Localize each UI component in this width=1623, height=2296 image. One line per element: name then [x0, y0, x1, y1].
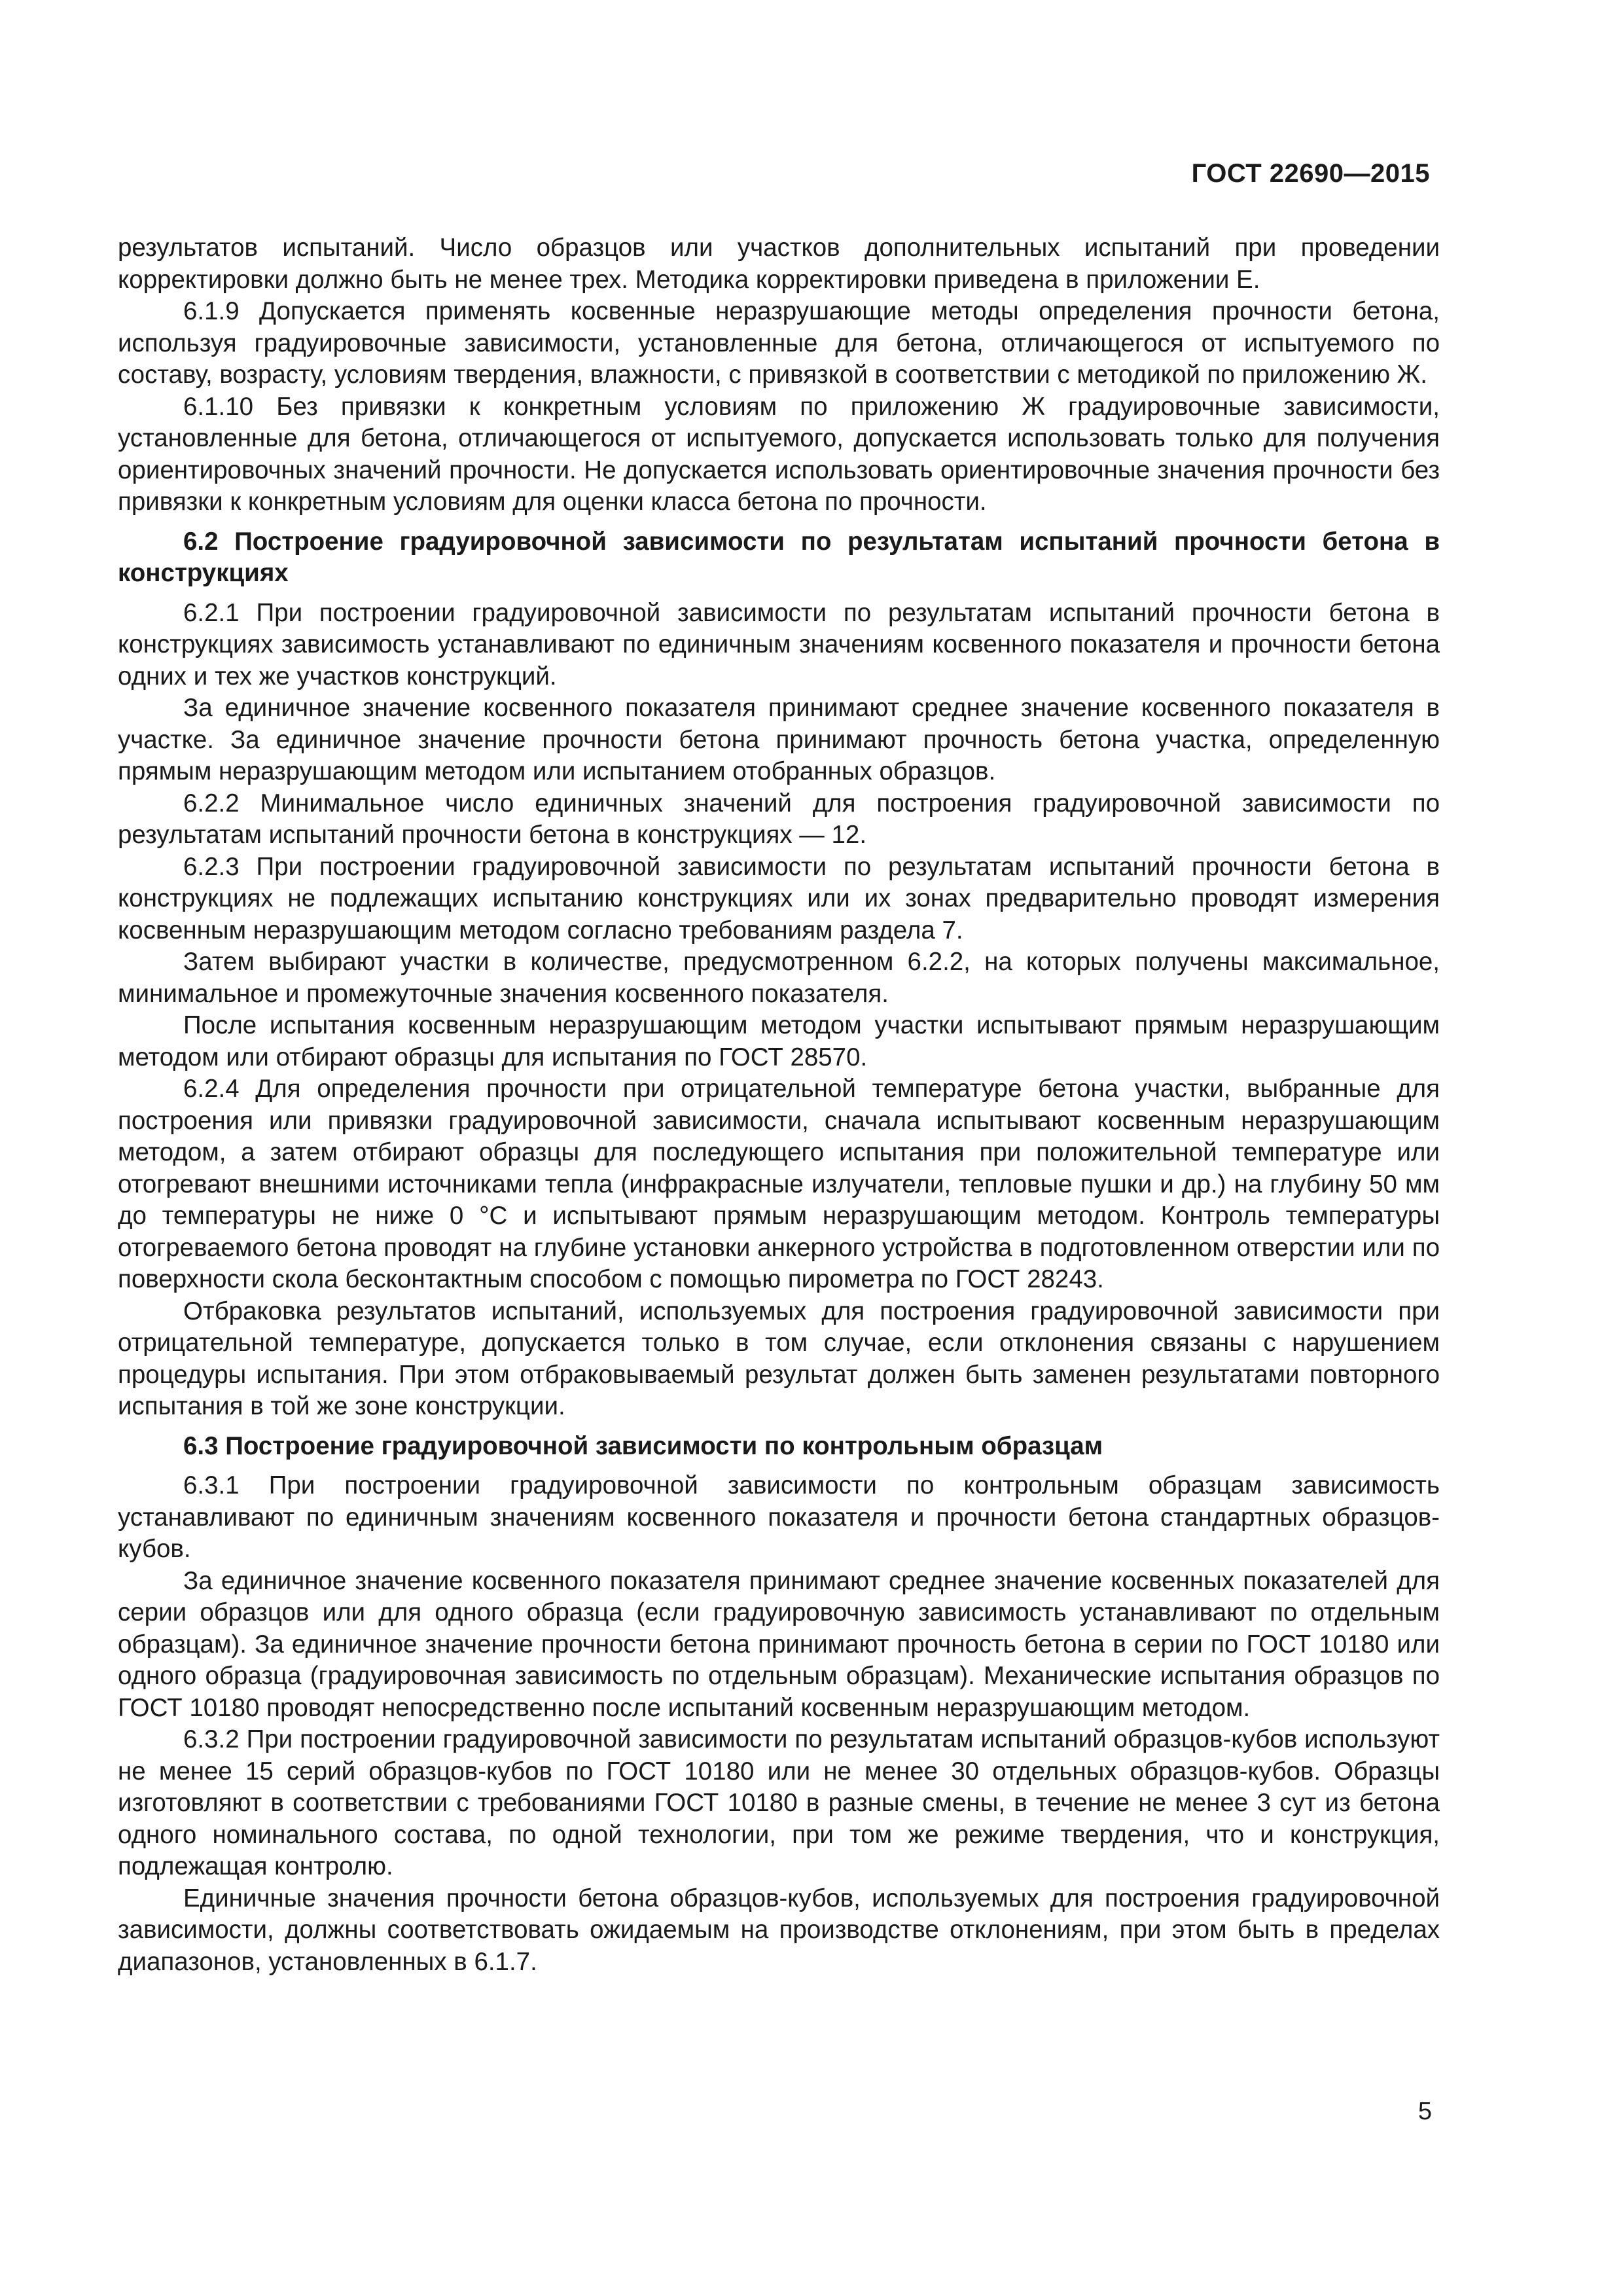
paragraph-6-2-2: 6.2.2 Минимальное число единичных значений для построения градуировочной зависимости по результатам испытаний прочности бетона в конструкциях — 12.: [118, 789, 1440, 849]
document-body: [118, 232, 1440, 1978]
paragraph-continuation: результатов испытаний. Число образцов или участков дополнительных испытаний при проведении корректировки должно быть не менее трех. Методика корректировки приведена в приложении Е.: [118, 234, 1440, 294]
paragraph-6-3-1: 6.3.1 При построении градуировочной зависимости по контрольным образцам зависимость устанавливают по единичным значениям косвенного показателя и прочности бетона стандартных образцов-кубов.: [118, 1471, 1440, 1563]
paragraph-6-3-2-b: Единичные значения прочности бетона образцов-кубов, используемых для построения градуировочной зависимости, должны соответствовать ожидаемым на производстве отклонениям, при этом быть в пределах диапазонов, установленных в 6.1.7.: [118, 1884, 1440, 1976]
section-heading-6-2: 6.2 Построение градуировочной зависимости по результатам испытаний прочности бетона в конструкциях: [118, 527, 1440, 587]
section-heading-6-3: 6.3 Построение градуировочной зависимости по контрольным образцам: [183, 1431, 1103, 1460]
paragraph-6-2-4-b: Отбраковка результатов испытаний, используемых для построения градуировочной зависимости при отрицательной температуре, допускается только в том случае, если отклонения связаны с нарушением процедуры испытания. При этом отбраковываемый результат должен быть заменен результатами повторного испытания в той же зоне конструкции.: [118, 1297, 1440, 1420]
paragraph-6-2-3: 6.2.3 При построении градуировочной зависимости по результатам испытаний прочности бетона в конструкциях не подлежащих испытанию конструкциях или их зонах предварительно проводят измерения косвенным неразрушающим методом согласно требованиям раздела 7.: [118, 852, 1440, 944]
paragraph-6-2-3-b: Затем выбирают участки в количестве, предусмотренном 6.2.2, на которых получены максимальное, минимальное и промежуточные значения косвенного показателя.: [118, 948, 1440, 1008]
paragraph-6-2-1-b: За единичное значение косвенного показателя принимают среднее значение косвенного показателя в участке. За единичное значение прочности бетона принимают прочность бетона участка, определенную прямым неразрушающим методом или испытанием отобранных образцов.: [118, 694, 1440, 785]
paragraph-6-2-1: 6.2.1 При построении градуировочной зависимости по результатам испытаний прочности бетона в конструкциях зависимость устанавливают по единичным значениям косвенного показателя и прочности бетона одних и тех же участков конструкций.: [118, 598, 1440, 691]
paragraph-6-3-1-b: За единичное значение косвенного показателя принимают среднее значение косвенных показателей для серии образцов или для одного образца (если градуировочную зависимость устанавливают по отдельным образцам). За единичное значение прочности бетона принимают прочность бетона в серии по ГОСТ 10180 или одного образца (градуировочная зависимость по отдельным образцам). Механические испытания образцов по ГОСТ 10180 проводят непосредственно после испытаний косвенным неразрушающим методом.: [118, 1566, 1440, 1722]
paragraph-6-2-3-c: После испытания косвенным неразрушающим методом участки испытывают прямым неразрушающим методом или отбирают образцы для испытания по ГОСТ 28570.: [118, 1011, 1440, 1071]
paragraph-6-1-10: 6.1.10 Без привязки к конкретным условиям по приложению Ж градуировочные зависимости, установленные для бетона, отличающегося от испытуемого, допускается использовать только для получения ориентировочных значений прочности. Не допускается использовать ориентировочные значения прочности без привязки к конкретным условиям для оценки класса бетона по прочности.: [118, 392, 1440, 516]
paragraph-6-3-2: 6.3.2 При построении градуировочной зависимости по результатам испытаний образцов-кубов используют не менее 15 серий образцов-кубов по ГОСТ 10180 или не менее 30 отдельных образцов-кубов. Образцы изготовляют в соответствии с требованиями ГОСТ 10180 в разные смены, в течение не менее 3 сут из бетона одного номинального состава, по одной технологии, при том же режиме твердения, что и конструкция, подлежащая контролю.: [118, 1725, 1440, 1880]
paragraph-6-2-4: 6.2.4 Для определения прочности при отрицательной температуре бетона участки, выбранные для построения или привязки градуировочной зависимости, сначала испытывают косвенным неразрушающим методом, а затем отбирают образцы для последующего испытания при положительной температуре или отогревают внешними источниками тепла (инфракрасные излучатели, тепловые пушки и др.) на глубину 50 мм до температуры не ниже 0 °С и испытывают прямым неразрушающим методом. Контроль температуры отогреваемого бетона проводят на глубине установки анкерного устройства в подготовленном отверстии или по поверхности скола бесконтактным способом с помощью пирометра по ГОСТ 28243.: [118, 1075, 1440, 1293]
document-code-header: ГОСТ 22690—2015: [1191, 159, 1430, 188]
page-number: 5: [1418, 2098, 1432, 2125]
paragraph-6-1-9: 6.1.9 Допускается применять косвенные неразрушающие методы определения прочности бетона, используя градуировочные зависимости, установленные для бетона, отличающегося от испытуемого по составу, возрасту, условиям твердения, влажности, с привязкой в соответствии с методикой по приложению Ж.: [118, 297, 1440, 389]
